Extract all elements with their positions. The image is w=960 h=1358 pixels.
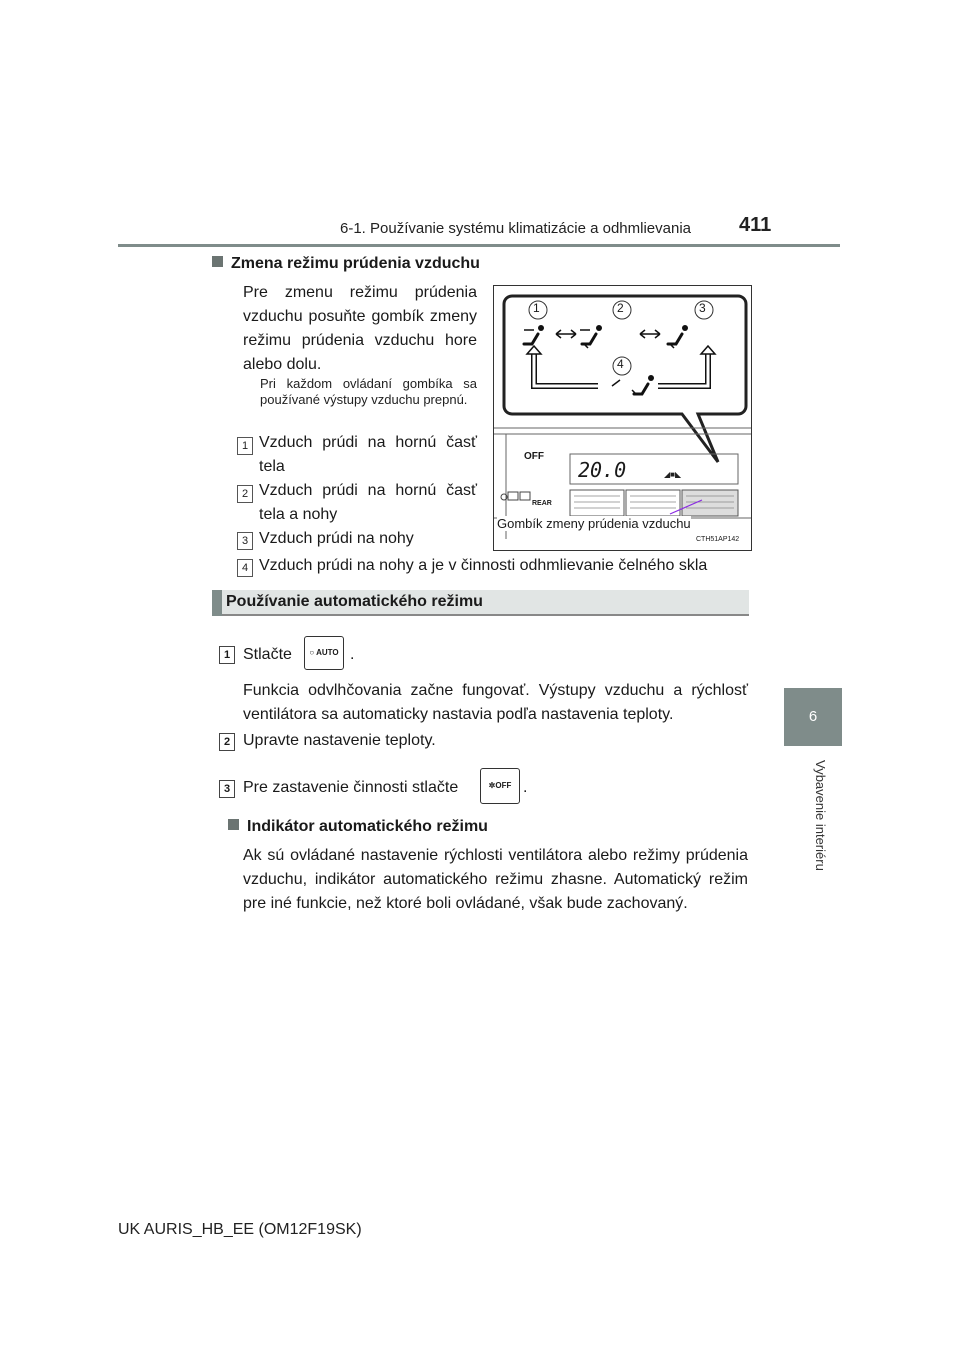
square-bullet-icon	[228, 819, 239, 830]
list-item: Vzduch prúdi na nohy	[259, 530, 414, 547]
airflow-figure	[493, 285, 752, 551]
step-3-text-after: .	[523, 779, 528, 796]
indicator-section-title: Indikátor automatického režimu	[228, 818, 488, 836]
mode-intro: Pre zmenu režimu prúdenia vzduchu posuňte gombík zmeny režimu prúdenia vzduchu hore alebo dolu.	[243, 284, 477, 373]
airflow-diagram	[494, 286, 751, 550]
callout-3: 3	[699, 301, 706, 315]
panel-off-label: OFF	[524, 451, 544, 462]
list-num-3: 3	[237, 532, 253, 550]
list-num-4: 4	[237, 559, 253, 577]
callout-2: 2	[617, 301, 624, 315]
step-1-text-before: Stlačte	[243, 646, 292, 663]
page-number: 411	[739, 214, 772, 236]
mode-note: Pri každom ovládaní gombíka sa používané výstupy vzduchu prepnú.	[260, 376, 477, 407]
chapter-label: Vybavenie interiéru	[813, 760, 828, 871]
step-1-marker: 1	[219, 646, 235, 664]
list-item: Vzduch prúdi na hornú časť tela	[259, 434, 477, 475]
step-1-detail: Funkcia odvlhčovania začne fungovať. Výstupy vzduchu a rýchlosť ventilátora sa automaticky nastavia podľa nastavenia teploty.	[243, 682, 748, 723]
auto-section-title: Používanie automatického režimu	[226, 593, 483, 610]
header-section-title: 6-1. Používanie systému klimatizácie a odhmlievania	[340, 220, 691, 237]
step-3-marker: 3	[219, 780, 235, 798]
mode-section-title: Zmena režimu prúdenia vzduchu	[212, 255, 480, 273]
list-num-2: 2	[237, 485, 253, 503]
knob-caption: Gombík zmeny prúdenia vzduchu	[497, 516, 691, 531]
list-num-1: 1	[237, 437, 253, 455]
list-item: Vzduch prúdi na hornú časť tela a nohy	[259, 482, 477, 523]
square-bullet-icon	[212, 256, 223, 267]
list-item: Vzduch prúdi na nohy a je v činnosti odhmlievanie čelného skla	[259, 557, 708, 574]
chapter-tab: 6	[784, 688, 842, 746]
auto-button-icon: ○ AUTO	[304, 636, 344, 670]
off-button-icon: ✲OFF	[480, 768, 520, 804]
auto-section-banner-edge	[212, 590, 222, 616]
callout-1: 1	[533, 301, 540, 315]
callout-4: 4	[617, 357, 624, 371]
panel-rear-label: REAR	[532, 500, 552, 507]
step-3-text-before: Pre zastavenie činnosti stlačte	[243, 779, 459, 796]
temperature-display: 20.0	[578, 458, 627, 482]
header-rule	[118, 244, 840, 247]
indicator-text: Ak sú ovládané nastavenie rýchlosti ventilátora alebo režimy prúdenia vzduchu, indikátor automatického režimu zhasne. Automatický režim pre iné funkcie, než ktoré boli ovládané, však bude zachovaný.	[243, 847, 748, 912]
footer-doc-id: UK AURIS_HB_EE (OM12F19SK)	[118, 1221, 362, 1238]
figure-code: CTH51AP142	[696, 536, 740, 543]
step-2-marker: 2	[219, 733, 235, 751]
step-1-text-after: .	[350, 646, 355, 663]
step-2-text: Upravte nastavenie teploty.	[243, 732, 436, 749]
svg-text:◢■◣: ◢■◣	[664, 470, 682, 479]
